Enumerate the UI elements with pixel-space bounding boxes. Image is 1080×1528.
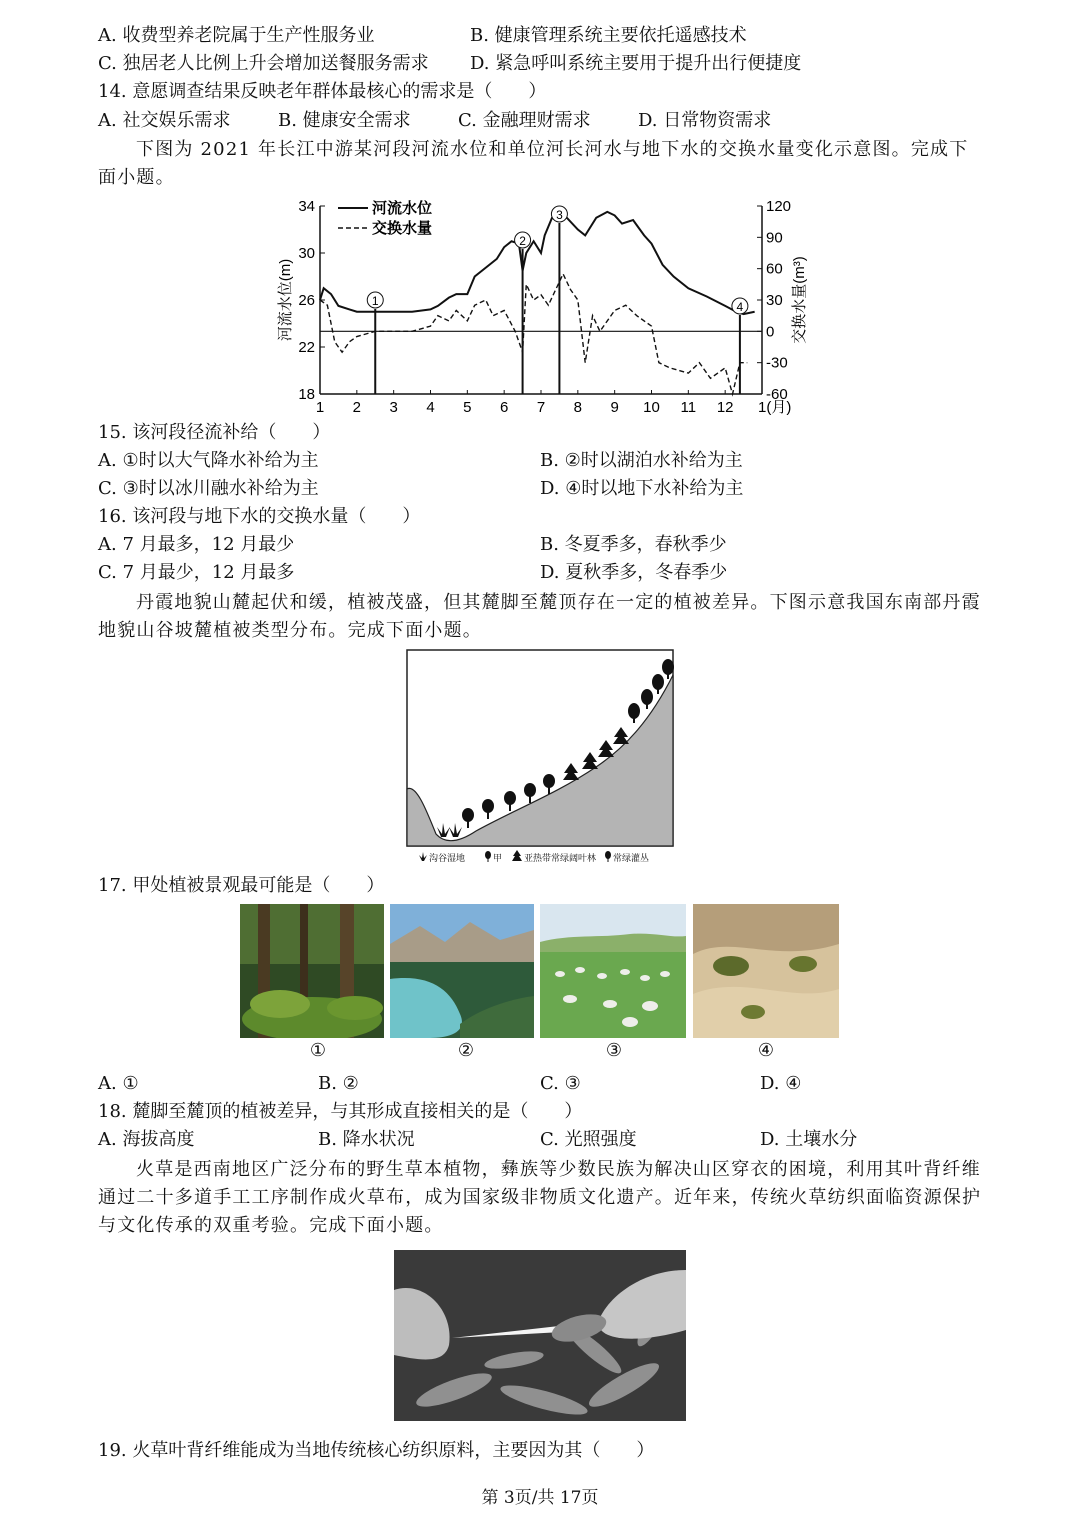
legend-wetland: 沟谷湿地 [429,853,466,863]
q14-option-a: A. 社交娱乐需求 [98,110,231,131]
river-intro: 下图为 2021 年长江中游某河段河流水位和单位河长河水与地下水的交换水量变化示意图。完成下面小题。 [98,139,969,188]
legend-wetland-icon [419,852,427,861]
y-tick-label-left: 22 [298,339,315,356]
legend-exchange-volume: 交换水量 [372,220,433,237]
q18-option-a: A. 海拔高度 [98,1129,195,1150]
danxia-intro: 丹霞地貌山麓起伏和缓，植被茂盛，但其麓脚至麓顶存在一定的植被差异。下图示意我国东南部丹霞地貌山谷坡麓植被类型分布。完成下面小题。 [98,592,981,641]
q18-stem: 18. 麓脚至麓顶的植被差异，与其形成直接相关的是（ ） [98,1101,583,1122]
y-tick-label-right: 60 [766,260,783,278]
q16-option-a: A. 7 月最多，12 月最少 [98,534,295,555]
q15-option-a: A. ①时以大气降水补给为主 [98,450,319,471]
x-tick-label: 5 [463,399,472,416]
x-tick-label: 4 [426,399,435,416]
q16-option-c: C. 7 月最少，12 月最多 [98,562,295,583]
q17-option-a: A. ① [98,1073,139,1094]
photo-4-desert-shrubs [693,904,839,1038]
photo-1-rainforest [240,904,384,1038]
q18-option-d: D. 土壤水分 [760,1129,858,1150]
y-tick-label-left: 26 [298,292,315,309]
q17-stem: 17. 甲处植被景观最可能是（ ） [98,875,385,896]
q13-option-d: D. 紧急呼叫系统主要用于提升出行便捷度 [470,53,802,74]
q18-option-c: C. 光照强度 [540,1129,637,1150]
q14-option-d: D. 日常物资需求 [638,110,772,131]
x-tick-label: 1 [315,399,325,416]
y-axis-label-left: 河流水位(m) [277,258,294,342]
q13-option-b: B. 健康管理系统主要依托遥感技术 [470,25,747,46]
y-tick-label-left: 34 [298,198,315,215]
x-tick-label: 10 [643,399,660,416]
y-tick-label-right: 90 [766,229,783,247]
q17-option-b: B. ② [318,1073,359,1094]
legend-water-level: 河流水位 [372,200,433,217]
photo-caption-2: ② [457,1040,475,1061]
q19-stem: 19. 火草叶背纤维能成为当地传统核心纺织原料，主要因为其（ ） [98,1440,655,1461]
photo-caption-1: ① [309,1040,327,1061]
x-tick-label: 7 [536,399,546,416]
y-tick-label-right: -60 [766,386,788,403]
x-tick-label: 9 [610,399,619,416]
x-tick-label: 1(月) [758,399,792,416]
series-line-exchange-volume [320,274,747,394]
y-tick-label-left: 30 [298,245,315,262]
photo-caption-4: ④ [757,1040,775,1061]
x-tick-label: 6 [499,399,509,416]
river-chart [272,192,812,420]
q17-option-c: C. ③ [540,1073,581,1094]
y-tick-label-right: 30 [766,292,783,309]
y-axis-label-right: 交换水量(m³) [791,256,808,344]
y-tick-label-right: -30 [766,354,788,372]
x-tick-label: 12 [716,399,734,416]
y-tick-label-right: 120 [766,198,792,215]
q14-option-b: B. 健康安全需求 [278,110,411,131]
grass-intro: 火草是西南地区广泛分布的野生草本植物，彝族等少数民族为解决山区穿衣的困境，利用其叶背纤维通过二十多道手工工序制作成火草布，成为国家级非物质文化遗产。近年来，传统火草纺织面临资源保护与文化传承的双重考验。完成下面小题。 [98,1159,982,1236]
marker-label: 1 [371,294,379,308]
q15-option-c: C. ③时以冰川融水补给为主 [98,478,319,499]
y-tick-label-left: 18 [298,386,315,403]
marker-label: 2 [519,234,526,248]
legend-jia: 甲 [493,853,503,863]
q14-option-c: C. 金融理财需求 [458,110,591,131]
q16-stem: 16. 该河段与地下水的交换水量（ ） [98,506,421,527]
q15-option-d: D. ④时以地下水补给为主 [540,478,744,499]
q16-option-d: D. 夏秋季多，冬春季少 [540,562,728,583]
photo-2-river-valley [390,904,534,1038]
marker-label: 3 [556,208,563,222]
q16-option-b: B. 冬夏季多，春秋季少 [540,534,727,555]
page-footer: 第 3页/共 17页 [481,1488,599,1508]
q18-option-b: B. 降水状况 [318,1129,415,1150]
legend-broadleaf-icon [512,850,522,861]
photo-3-grassland-sheep [540,904,686,1038]
slope-vegetation-diagram [406,649,678,869]
q14-stem: 14. 意愿调查结果反映老年群体最核心的需求是（ ） [98,81,547,102]
q15-option-b: B. ②时以湖泊水补给为主 [540,450,743,471]
x-tick-label: 3 [389,399,398,416]
q17-option-d: D. ④ [760,1073,802,1094]
legend-broadleaf: 亚热带常绿阔叶林 [524,853,597,863]
x-tick-label: 2 [352,399,362,416]
y-tick-label-right: 0 [766,323,775,341]
legend-shrub: 常绿灌丛 [613,853,650,863]
q13-option-c: C. 独居老人比例上升会增加送餐服务需求 [98,53,429,74]
marker-label: 4 [736,300,744,314]
q13-option-a: A. 收费型养老院属于生产性服务业 [98,25,375,46]
x-tick-label: 8 [573,399,583,416]
q15-stem: 15. 该河段径流补给（ ） [98,422,331,443]
photo-caption-3: ③ [605,1040,623,1061]
photo-fire-grass-fiber [394,1250,686,1421]
x-tick-label: 11 [680,399,697,416]
